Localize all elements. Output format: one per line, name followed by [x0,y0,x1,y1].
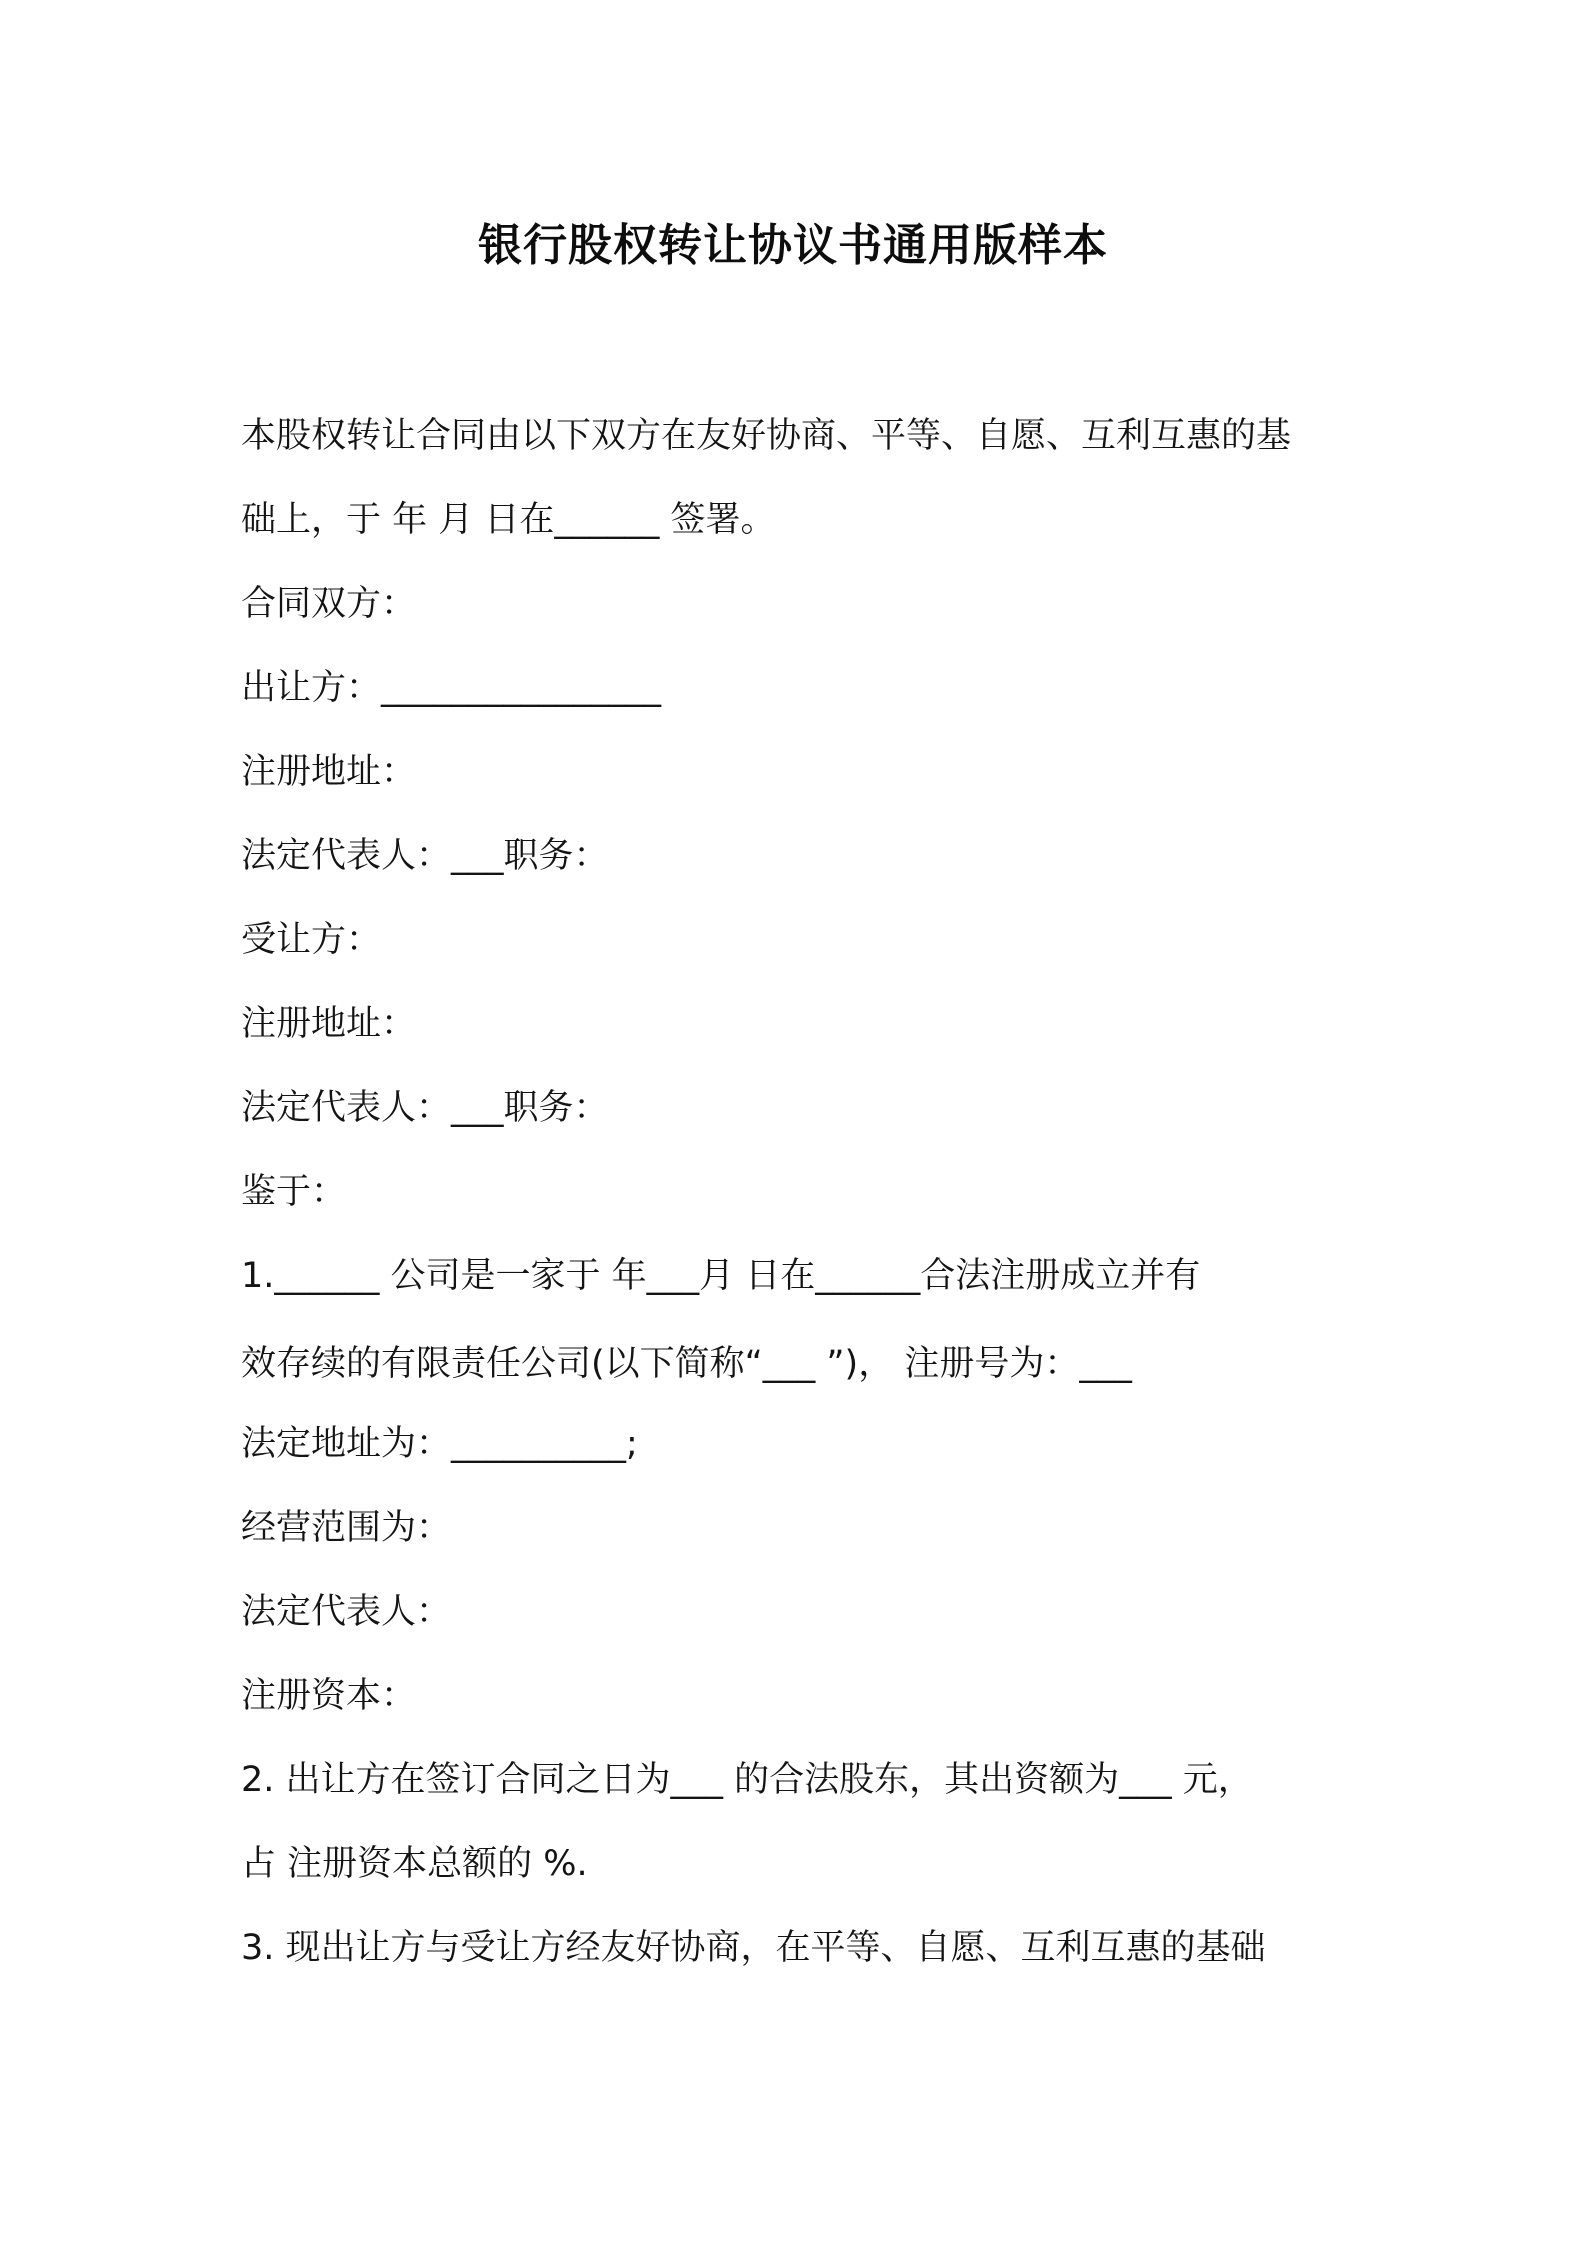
transferor-representative-line: 法定代表人：___职务： [241,836,609,876]
registered-capital-line: 注册资本： [241,1676,417,1716]
intro-line-2: 础上，于 年 月 日在______ 签署。 [241,500,776,540]
transferee-representative-line: 法定代表人：___职务： [241,1088,609,1128]
business-scope-line: 经营范围为： [241,1508,452,1548]
legal-address-line: 法定地址为：__________; [241,1424,638,1464]
transferor-line: 出让方：________________ [241,668,662,708]
whereas-heading: 鉴于： [241,1172,347,1212]
clause-1-line-1: 1.______ 公司是一家于 年___月 日在______合法注册成立并有 [241,1256,1201,1296]
clause-2-line-2: 占 注册资本总额的 %. [241,1844,588,1884]
clause-3-line-1: 3. 现出让方与受让方经友好协商，在平等、自愿、互利互惠的基础 [241,1928,1266,1968]
clause-2-line-1: 2. 出让方在签订合同之日为___ 的合法股东，其出资额为___ 元， [241,1760,1253,1800]
transferee-address-line: 注册地址： [241,1004,417,1044]
parties-heading: 合同双方： [241,584,417,624]
clause-1-line-2: 效存续的有限责任公司(以下简称“___ ”)， 注册号为：___ [241,1344,1132,1384]
legal-representative-line: 法定代表人： [241,1592,452,1632]
document-title: 银行股权转让协议书通用版样本 [478,220,1108,271]
intro-line-1: 本股权转让合同由以下双方在友好协商、平等、自愿、互利互惠的基 [241,416,1292,456]
transferee-line: 受让方： [241,920,382,960]
transferor-address-line: 注册地址： [241,752,417,792]
